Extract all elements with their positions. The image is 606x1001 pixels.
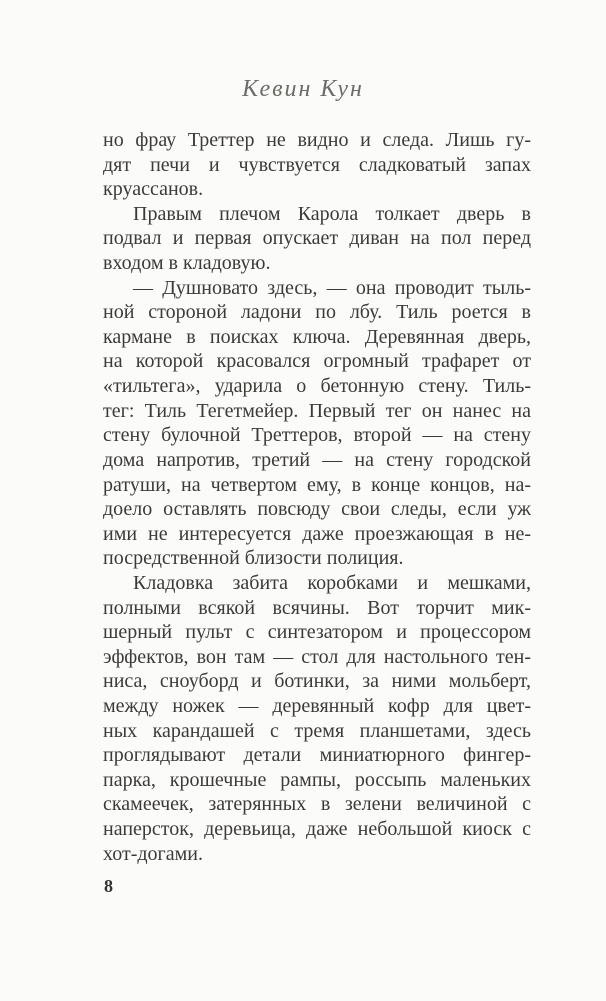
- text-line: ниса, сноуборд и ботинки, за ними мольберт,: [103, 670, 531, 693]
- text-line: ной стороной ладони по лбу. Тиль роется в: [103, 301, 531, 324]
- text-line: полными всякой всячины. Вот торчит мик-: [103, 596, 531, 619]
- text-line: между ножек — деревянный кофр для цвет-: [103, 695, 531, 718]
- text-line: Кладовка забита коробками и мешками,: [133, 571, 531, 594]
- text-line: наперсток, деревьица, даже небольшой киоск с: [103, 818, 531, 841]
- text-line: посредственной близости полиция.: [103, 547, 404, 570]
- text-line: эффектов, вон там — стол для настольного тен-: [103, 645, 531, 668]
- text-line: «тильтега», ударила о бетонную стену. Тиль-: [103, 375, 531, 398]
- text-block: [103, 128, 531, 866]
- paragraph: [103, 276, 531, 571]
- text-line: входом в кладовую.: [103, 252, 271, 275]
- text-line: ных карандашей с тремя планшетами, здесь: [103, 719, 531, 742]
- text-line: ратуши, на четвертом ему, в конце концов, на-: [103, 473, 531, 496]
- text-line: тег: Тиль Тегетмейер. Первый тег он нанес на: [103, 399, 531, 422]
- running-header-author: Кевин Кун: [242, 76, 364, 102]
- text-line: хот-догами.: [103, 842, 203, 865]
- paragraph: [103, 202, 531, 276]
- text-line: кармане в поисках ключа. Деревянная дверь,: [103, 325, 531, 348]
- text-line: доело оставлять повсюду свои следы, если уж: [103, 498, 531, 521]
- text-line: Правым плечом Карола толкает дверь в: [133, 202, 531, 225]
- text-line: шерный пульт с синтезатором и процессором: [103, 621, 531, 644]
- text-line: дома напротив, третий — на стену городской: [103, 448, 531, 471]
- text-line: но фрау Треттер не видно и следа. Лишь гу-: [103, 129, 531, 151]
- text-line: — Душновато здесь, — она проводит тыль-: [133, 276, 531, 299]
- text-line: проглядывают детали миниатюрного фингер-: [103, 744, 531, 767]
- text-line: на которой красовался огромный трафарет от: [103, 350, 531, 373]
- text-line: скамеечек, затерянных в зелени величиной с: [103, 793, 531, 816]
- text-line: дят печи и чувствуется сладковатый запах: [103, 153, 531, 176]
- text-line: стену булочной Треттеров, второй — на стену: [103, 424, 531, 447]
- text-line: парка, крошечные рампы, россыпь маленьких: [103, 768, 531, 791]
- text-line: ими не интересуется даже проезжающая в не-: [103, 522, 531, 545]
- paragraph: [103, 571, 531, 866]
- text-line: круассанов.: [103, 178, 204, 201]
- paragraph: [103, 128, 531, 202]
- page-number: 8: [104, 876, 113, 896]
- text-line: подвал и первая опускает диван на пол перед: [103, 227, 531, 250]
